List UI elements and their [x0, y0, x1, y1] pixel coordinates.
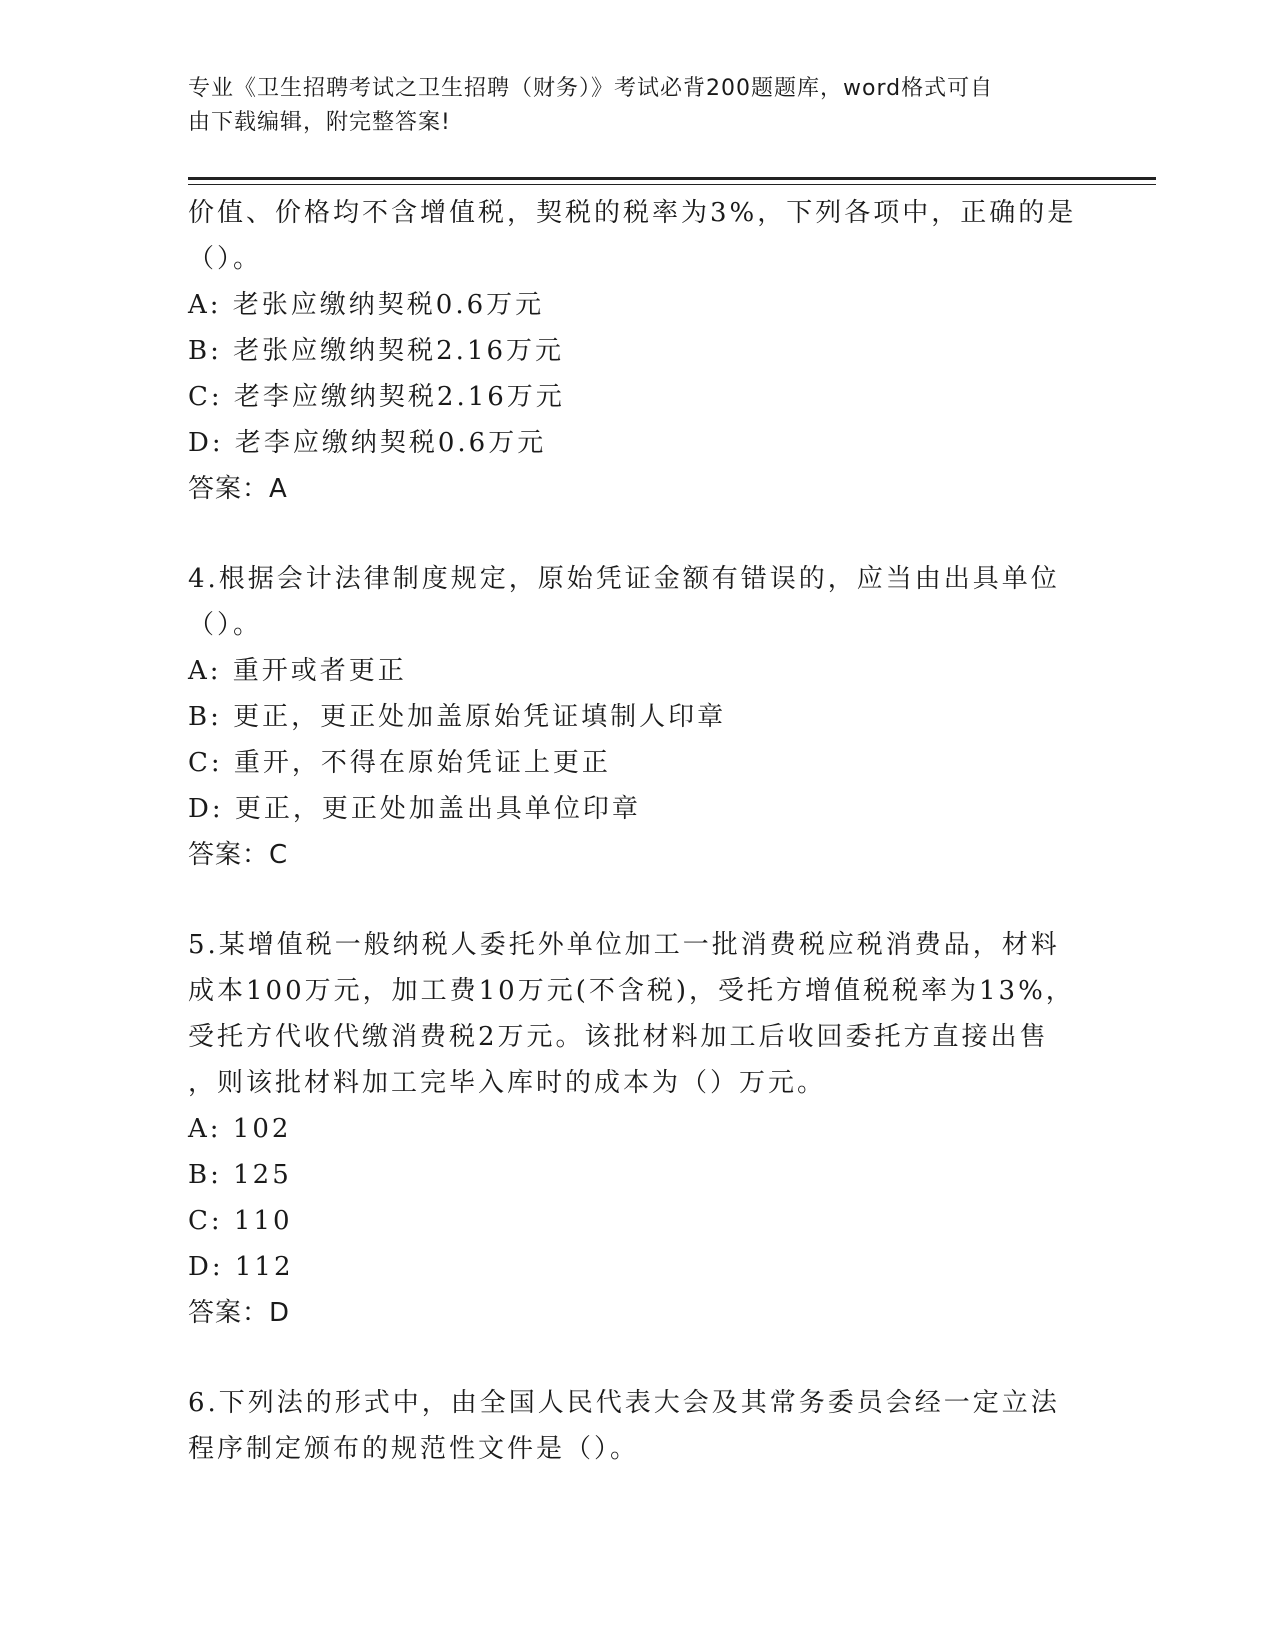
question-5	[188, 922, 1078, 1336]
option-b: B: 老张应缴纳契税2.16万元	[188, 336, 565, 366]
option-b: B: 更正，更正处加盖原始凭证填制人印章	[188, 702, 727, 732]
question-stem-line: 4.根据会计法律制度规定，原始凭证金额有错误的，应当由出具单位	[188, 564, 1060, 594]
option-a: A: 重开或者更正	[188, 656, 407, 686]
header-divider-thick	[188, 177, 1156, 180]
answer-line: 答案：A	[188, 474, 288, 504]
question-stem-line: 价值、价格均不含增值税，契税的税率为3%，下列各项中，正确的是	[188, 198, 1077, 228]
question-stem-line: ，则该批材料加工完毕入库时的成本为（）万元。	[188, 1068, 827, 1098]
option-c: C: 重开，不得在原始凭证上更正	[188, 748, 611, 778]
option-d: D: 112	[188, 1252, 294, 1282]
option-a: A: 老张应缴纳契税0.6万元	[188, 290, 545, 320]
question-list	[188, 190, 1078, 1472]
question-stem-line: 受托方代收代缴消费税2万元。该批材料加工后收回委托方直接出售	[188, 1022, 1049, 1052]
option-c: C: 老李应缴纳契税2.16万元	[188, 382, 565, 412]
option-d: D: 老李应缴纳契税0.6万元	[188, 428, 547, 458]
option-b: B: 125	[188, 1160, 292, 1190]
question-stem-line: （）。	[188, 610, 263, 640]
question-3	[188, 190, 1078, 512]
question-stem-line: （）。	[188, 244, 263, 274]
answer-line: 答案：C	[188, 840, 289, 870]
question-stem-line: 程序制定颁布的规范性文件是（）。	[188, 1434, 640, 1464]
question-4	[188, 556, 1078, 878]
question-stem-line: 5.某增值税一般纳税人委托外单位加工一批消费税应税消费品，材料	[188, 930, 1060, 960]
question-6	[188, 1380, 1078, 1472]
header-title-line-1: 专业《卫生招聘考试之卫生招聘（财务）》考试必背200题题库，word格式可自	[188, 76, 994, 101]
question-stem-line: 6.下列法的形式中，由全国人民代表大会及其常务委员会经一定立法	[188, 1388, 1060, 1418]
answer-line: 答案：D	[188, 1298, 291, 1328]
header-divider-thin	[188, 184, 1156, 185]
option-d: D: 更正，更正处加盖出具单位印章	[188, 794, 641, 824]
question-stem-line: 成本100万元，加工费10万元(不含税)，受托方增值税税率为13%，	[188, 976, 1075, 1006]
document-header	[188, 72, 1068, 140]
header-title-line-2: 由下载编辑，附完整答案!	[188, 110, 451, 135]
option-a: A: 102	[188, 1114, 292, 1144]
option-c: C: 110	[188, 1206, 293, 1236]
